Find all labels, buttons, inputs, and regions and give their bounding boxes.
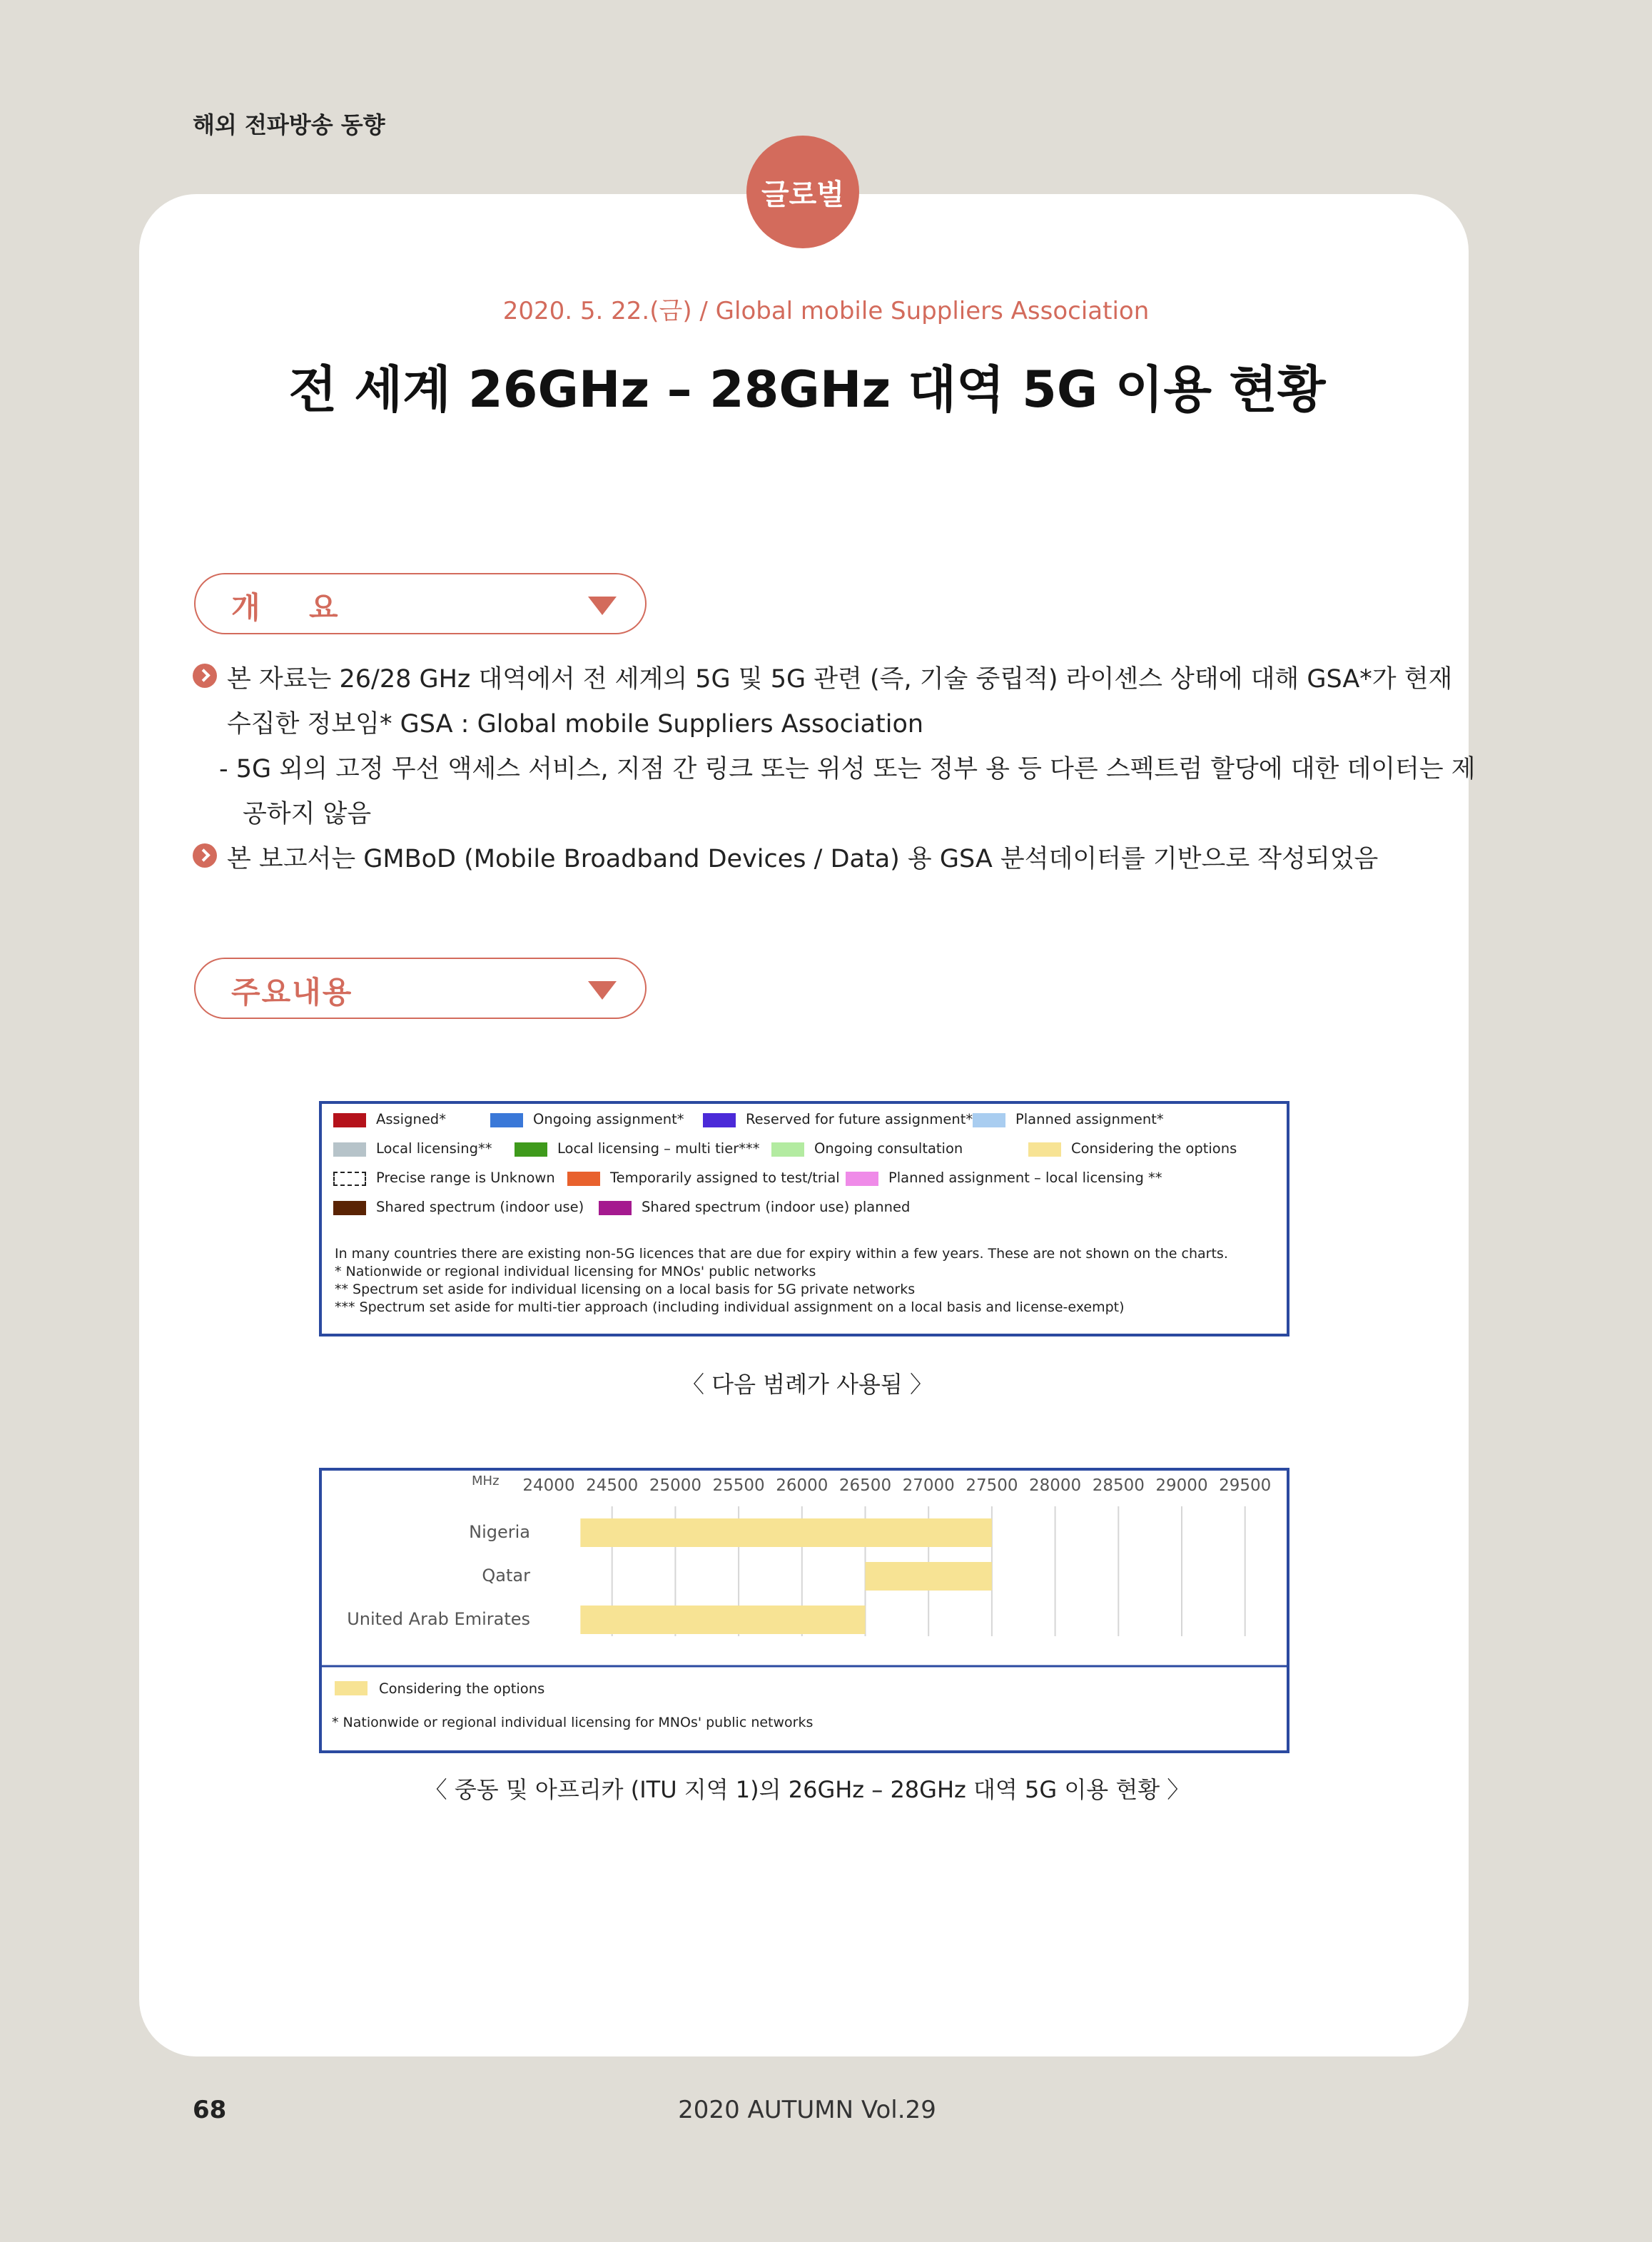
legend-swatch (333, 1172, 366, 1186)
overview-section-header (194, 573, 647, 634)
x-tick-label: 29000 (1155, 1476, 1208, 1495)
legend-item: Shared spectrum (indoor use) (333, 1199, 584, 1215)
legend-swatch (333, 1201, 366, 1215)
x-tick-label: 25500 (712, 1476, 765, 1495)
article-title: 전 세계 26GHz – 28GHz 대역 5G 이용 현황 (288, 360, 1326, 419)
legend-swatch (335, 1681, 368, 1695)
category-label: United Arab Emirates (347, 1609, 530, 1629)
legend-item: Reserved for future assignment* (703, 1111, 973, 1127)
x-tick-label: 26000 (776, 1476, 828, 1495)
legend-swatch (333, 1142, 366, 1157)
legend-swatch (599, 1201, 632, 1215)
overview-line-1: 본 자료는 26/28 GHz 대역에서 전 세계의 5G 및 5G 관련 (즉, 기술 중립적) 라이센스 상태에 대해 GSA*가 현재 (227, 665, 1453, 694)
legend-item: Precise range is Unknown (333, 1170, 555, 1186)
main-content-section-header (194, 958, 647, 1019)
legend-swatch (1028, 1142, 1061, 1157)
x-tick-label: 26500 (838, 1476, 892, 1495)
legend-note: * Nationwide or regional individual licensing for MNOs' public networks (335, 1264, 816, 1279)
triangle-down-icon (588, 597, 617, 615)
article-dateline: 2020. 5. 22.(금) / Global mobile Suppliers Association (502, 297, 1150, 325)
category-label: Qatar (482, 1566, 530, 1586)
legend-swatch (846, 1172, 878, 1186)
x-tick-label: 28000 (1029, 1476, 1082, 1495)
x-tick-label: 24000 (522, 1476, 575, 1495)
legend-item: Planned assignment* (973, 1111, 1164, 1127)
x-tick-label: 27000 (902, 1476, 955, 1495)
legend-item: Considering the options (1028, 1140, 1237, 1157)
x-tick-label: 25000 (649, 1476, 701, 1495)
triangle-down-icon (588, 981, 617, 1000)
x-tick-label: 24500 (586, 1476, 639, 1495)
legend-swatch (515, 1142, 547, 1157)
legend-item: Shared spectrum (indoor use) planned (599, 1199, 910, 1215)
legend-caption: 〈 다음 범례가 사용됨 〉 (681, 1371, 933, 1398)
overview-line-3: 본 보고서는 GMBoD (Mobile Broadband Devices / Data) 용 GSA 분석데이터를 기반으로 작성되었음 (227, 845, 1379, 873)
category-badge: 글로벌 (746, 136, 859, 248)
category-label: Nigeria (469, 1522, 530, 1542)
main-content-label: 주요내용 (231, 975, 353, 1010)
overview-label: 개 요 (231, 590, 340, 625)
legend-swatch (703, 1113, 736, 1127)
overview-line-2: 수집한 정보임* GSA : Global mobile Suppliers Association (227, 710, 924, 739)
overview-subline-2: 공하지 않음 (243, 800, 372, 828)
legend-swatch (567, 1172, 600, 1186)
legend-note: In many countries there are existing non-5G licences that are due for expiry within a few years. These are not shown on the charts. (335, 1246, 1228, 1262)
legend-item: Local licensing** (333, 1140, 492, 1157)
spectrum-chart-figure (319, 1468, 1289, 1753)
legend-swatch (333, 1113, 366, 1127)
x-tick-label: 29500 (1219, 1476, 1272, 1495)
legend-swatch (973, 1113, 1005, 1127)
legend-swatch (490, 1113, 523, 1127)
range-bar (866, 1562, 992, 1591)
legend-item: Planned assignment – local licensing ** (846, 1170, 1162, 1186)
chevron-right-icon (193, 664, 217, 688)
legend-item: Ongoing consultation (771, 1140, 963, 1157)
chevron-right-icon (193, 843, 217, 868)
page-number: 68 (193, 2096, 227, 2124)
legend-item: Ongoing assignment* (490, 1111, 684, 1127)
legend-item: Assigned* (333, 1111, 446, 1127)
x-axis-label: MHz (472, 1473, 500, 1488)
legend-item: Local licensing – multi tier*** (515, 1140, 759, 1157)
legend-note: ** Spectrum set aside for individual licensing on a local basis for 5G private networks (335, 1282, 916, 1297)
volume-label: 2020 AUTUMN Vol.29 (678, 2096, 936, 2124)
x-tick-label: 28500 (1092, 1476, 1145, 1495)
range-bar (580, 1606, 865, 1634)
range-bar (580, 1518, 992, 1547)
x-tick-label: 27500 (966, 1476, 1018, 1495)
legend-note: *** Spectrum set aside for multi-tier approach (including individual assignment on a local basis and license-exempt) (335, 1299, 1125, 1315)
overview-subline-1: - 5G 외의 고정 무선 액세스 서비스, 지점 간 링크 또는 위성 또는 정부 용 등 다른 스펙트럼 할당에 대한 데이터는 제 (219, 755, 1476, 783)
spectrum-chart (322, 1471, 1287, 1750)
legend-figure (319, 1101, 1289, 1336)
legend-swatch (771, 1142, 804, 1157)
chart-caption: 〈 중동 및 아프리카 (ITU 지역 1)의 26GHz – 28GHz 대역 5G 이용 현황 〉 (424, 1776, 1190, 1803)
legend-item: Temporarily assigned to test/trial (567, 1170, 840, 1186)
chart-legend-label: Considering the options (379, 1680, 545, 1697)
section-header-title: 해외 전파방송 동향 (193, 111, 385, 138)
chart-note: * Nationwide or regional individual licensing for MNOs' public networks (332, 1715, 814, 1730)
